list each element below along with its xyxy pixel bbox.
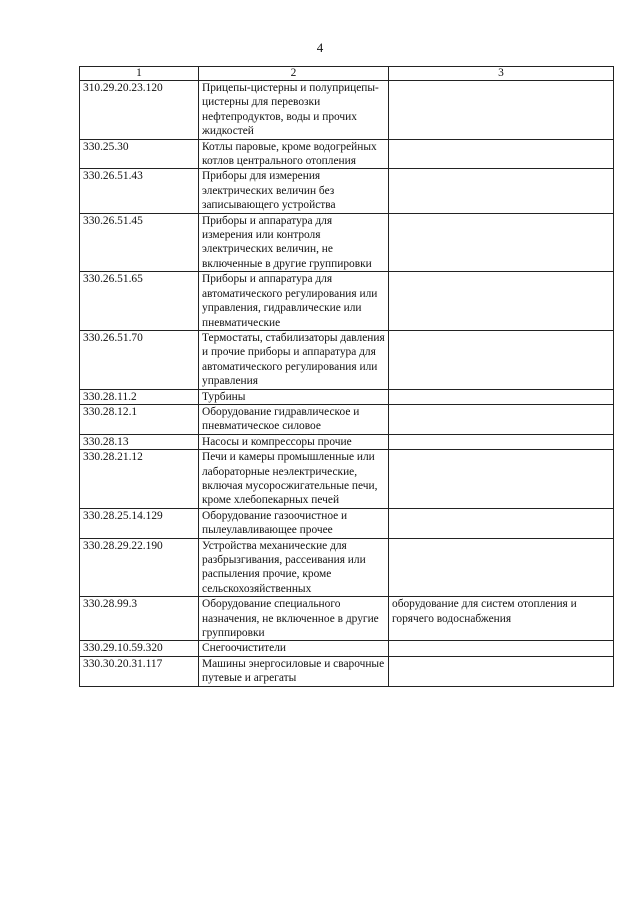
- row-code: 330.30.20.31.117: [80, 656, 199, 686]
- row-note: [389, 641, 614, 656]
- row-note: [389, 169, 614, 213]
- table-row: [80, 508, 614, 538]
- row-code: 330.26.51.43: [80, 169, 199, 213]
- classification-table: [79, 66, 614, 687]
- row-code: 330.26.51.70: [80, 330, 199, 389]
- table-row: [80, 213, 614, 272]
- row-name: Оборудование газоочистное и пылеулавливающее прочее: [199, 508, 389, 538]
- row-note: [389, 434, 614, 449]
- column-header-2: 2: [199, 67, 389, 81]
- row-note: [389, 538, 614, 597]
- row-name: Оборудование специального назначения, не включенное в другие группировки: [199, 597, 389, 641]
- row-note: [389, 508, 614, 538]
- table-row: [80, 330, 614, 389]
- row-code: 330.25.30: [80, 139, 199, 169]
- row-code: 330.28.13: [80, 434, 199, 449]
- column-header-1: 1: [80, 67, 199, 81]
- row-code: 330.26.51.45: [80, 213, 199, 272]
- table-header-row: [80, 67, 614, 81]
- table-row: [80, 272, 614, 331]
- row-note: [389, 81, 614, 140]
- table-row: [80, 538, 614, 597]
- row-name: Устройства механические для разбрызгивания, рассеивания или распыления прочие, кроме сельскохозяйственных: [199, 538, 389, 597]
- table-row: [80, 139, 614, 169]
- row-note: [389, 330, 614, 389]
- row-code: 330.28.12.1: [80, 404, 199, 434]
- row-name: Турбины: [199, 389, 389, 404]
- row-note: [389, 404, 614, 434]
- row-name: Прицепы-цистерны и полуприцепы-цистерны для перевозки нефтепродуктов, воды и прочих жидкостей: [199, 81, 389, 140]
- table-row: [80, 169, 614, 213]
- row-code: 330.28.25.14.129: [80, 508, 199, 538]
- row-note: [389, 139, 614, 169]
- row-name: Котлы паровые, кроме водогрейных котлов центрального отопления: [199, 139, 389, 169]
- row-code: 330.26.51.65: [80, 272, 199, 331]
- row-name: Снегоочистители: [199, 641, 389, 656]
- row-name: Термостаты, стабилизаторы давления и прочие приборы и аппаратура для автоматического регулирования или управления: [199, 330, 389, 389]
- row-note: [389, 272, 614, 331]
- page-number: 4: [316, 40, 324, 55]
- table-row: [80, 450, 614, 509]
- row-code: 330.28.21.12: [80, 450, 199, 509]
- column-header-3: 3: [389, 67, 614, 81]
- row-name: Насосы и компрессоры прочие: [199, 434, 389, 449]
- row-note: [389, 450, 614, 509]
- row-note: [389, 213, 614, 272]
- row-code: 330.28.29.22.190: [80, 538, 199, 597]
- row-code: 310.29.20.23.120: [80, 81, 199, 140]
- table-row: [80, 404, 614, 434]
- row-name: Оборудование гидравлическое и пневматическое силовое: [199, 404, 389, 434]
- table-row: [80, 597, 614, 641]
- row-name: Машины энергосиловые и сварочные путевые и агрегаты: [199, 656, 389, 686]
- row-note: оборудование для систем отопления и горячего водоснабжения: [389, 597, 614, 641]
- table-row: [80, 389, 614, 404]
- row-note: [389, 389, 614, 404]
- row-name: Приборы для измерения электрических величин без записывающего устройства: [199, 169, 389, 213]
- table-row: [80, 656, 614, 686]
- row-note: [389, 656, 614, 686]
- row-code: 330.29.10.59.320: [80, 641, 199, 656]
- row-code: 330.28.11.2: [80, 389, 199, 404]
- row-name: Приборы и аппаратура для измерения или контроля электрических величин, не включенные в другие группировки: [199, 213, 389, 272]
- table-row: [80, 434, 614, 449]
- table-row: [80, 81, 614, 140]
- row-code: 330.28.99.3: [80, 597, 199, 641]
- row-name: Приборы и аппаратура для автоматического регулирования или управления, гидравлические или пневматические: [199, 272, 389, 331]
- table-row: [80, 641, 614, 656]
- row-name: Печи и камеры промышленные или лабораторные неэлектрические, включая мусоросжигательные печи, кроме хлебопекарных печей: [199, 450, 389, 509]
